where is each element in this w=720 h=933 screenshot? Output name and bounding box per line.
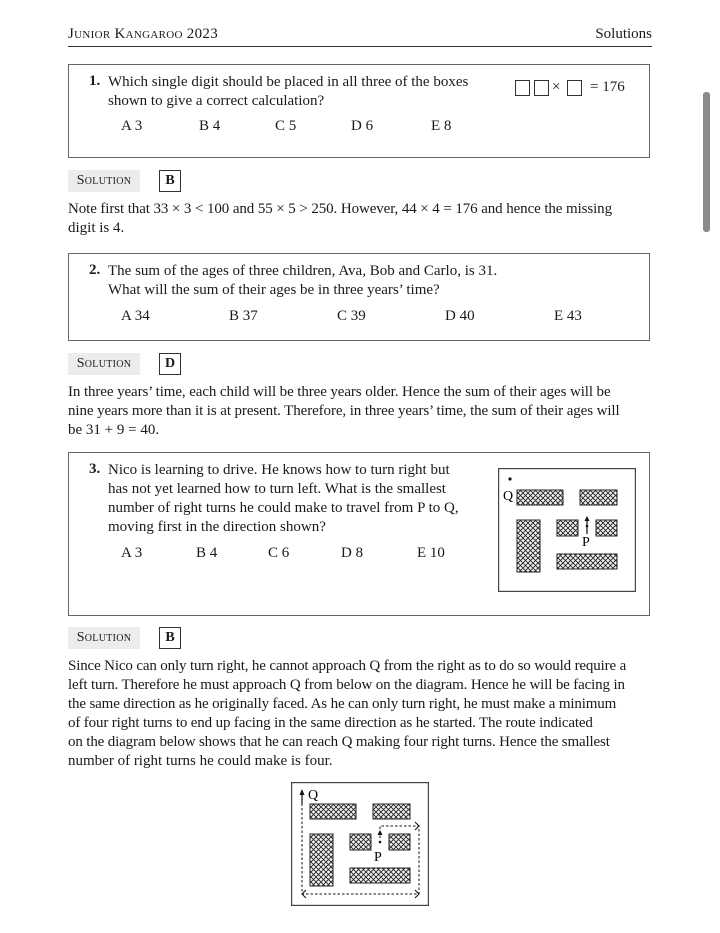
- digit-box: [515, 80, 530, 96]
- solution-line: number of right turns he could make is four.: [68, 753, 333, 769]
- p-point-dot: [379, 841, 382, 844]
- question-3-line: Nico is learning to drive. He knows how to turn right but: [108, 462, 450, 478]
- question-1-number: 1.: [89, 73, 101, 89]
- question-2-box: [68, 253, 650, 341]
- option-b: B 4: [199, 118, 221, 134]
- question-3-line: has not yet learned how to turn left. What is the smallest: [108, 481, 446, 497]
- option-c: C 39: [337, 308, 366, 324]
- solution-line: the same direction as he originally faced. As he can only turn right, he must make a minimum: [68, 696, 617, 712]
- solution-label: Solution: [68, 353, 140, 375]
- question-1-text: [108, 73, 468, 111]
- label-q: Q: [503, 489, 514, 504]
- header-title: Junior Kangaroo 2023: [68, 26, 219, 42]
- solution-1-text: [68, 200, 652, 238]
- solution-answer: D: [159, 353, 181, 375]
- road-diagram: [498, 468, 636, 592]
- block: [350, 868, 410, 883]
- option-d: D 6: [351, 118, 374, 134]
- p-point-dot: [586, 525, 589, 528]
- option-b: B 37: [229, 308, 258, 324]
- solution-line: nine years more than it is at present. Therefore, in three years’ time, the sum of their ages will: [68, 403, 620, 419]
- block: [596, 520, 617, 536]
- label-q: Q: [308, 788, 319, 803]
- solution-label: Solution: [68, 627, 140, 649]
- question-1-box: [68, 64, 650, 158]
- question-2-line: What will the sum of their ages be in three years’ time?: [108, 282, 440, 298]
- block: [373, 804, 410, 819]
- question-1-line: shown to give a correct calculation?: [108, 93, 325, 109]
- solution-line: on the diagram below shows that he can reach Q making four right turns. Hence the smallest: [68, 734, 610, 750]
- option-a: A 3: [121, 118, 143, 134]
- block: [517, 520, 540, 572]
- option-c: C 6: [268, 545, 290, 561]
- question-2-text: [108, 262, 497, 300]
- solution-answer: B: [159, 627, 181, 649]
- solution-answer: B: [159, 170, 181, 192]
- scrollbar-thumb[interactable]: [703, 92, 710, 232]
- block: [517, 490, 563, 505]
- question-2-line: The sum of the ages of three children, Ava, Bob and Carlo, is 31.: [108, 263, 498, 279]
- question-3-text: [108, 461, 459, 537]
- option-d: D 40: [445, 308, 475, 324]
- block: [310, 834, 333, 886]
- solution-line: left turn. Therefore he must approach Q from below on the diagram. Hence he will be facing in: [68, 677, 625, 693]
- option-b: B 4: [196, 545, 218, 561]
- solution-line: digit is 4.: [68, 220, 125, 236]
- solution-line: Since Nico can only turn right, he cannot approach Q from the right as to do so would require a: [68, 658, 627, 674]
- question-2-number: 2.: [89, 262, 101, 278]
- page-header: [68, 26, 652, 47]
- solution-line: of four right turns to end up facing in the same direction as he started. The route indicated: [68, 715, 593, 731]
- solution-line: Note first that 33 × 3 < 100 and 55 × 5 > 250. However, 44 × 4 = 176 and hence the missing: [68, 201, 612, 217]
- option-a: A 3: [121, 545, 143, 561]
- times-sign: ×: [552, 79, 561, 95]
- block: [389, 834, 410, 850]
- question-3-line: moving first in the direction shown?: [108, 519, 326, 535]
- block: [350, 834, 371, 850]
- digit-box: [534, 80, 549, 96]
- question-1-line: Which single digit should be placed in all three of the boxes: [108, 74, 469, 90]
- block: [557, 554, 617, 569]
- question-3-number: 3.: [89, 461, 101, 477]
- block: [580, 490, 617, 505]
- solution-3-text: [68, 657, 652, 771]
- solution-label: Solution: [68, 170, 140, 192]
- label-p: P: [582, 535, 590, 550]
- header-section: Solutions: [595, 26, 652, 42]
- question-3-line: number of right turns he could make to travel from P to Q,: [108, 500, 459, 516]
- option-e: E 8: [431, 118, 452, 134]
- block: [310, 804, 356, 819]
- solution-line: In three years’ time, each child will be three years older. Hence the sum of their ages will be: [68, 384, 611, 400]
- solution-route-diagram: [291, 782, 429, 906]
- block: [557, 520, 578, 536]
- label-p: P: [374, 850, 382, 865]
- q-point-dot: [508, 477, 511, 480]
- option-e: E 43: [554, 308, 582, 324]
- option-c: C 5: [275, 118, 297, 134]
- option-e: E 10: [417, 545, 445, 561]
- solution-2-text: [68, 383, 652, 440]
- option-d: D 8: [341, 545, 364, 561]
- equation-result: = 176: [590, 79, 625, 95]
- solution-line: be 31 + 9 = 40.: [68, 422, 160, 438]
- digit-box: [567, 80, 582, 96]
- option-a: A 34: [121, 308, 150, 324]
